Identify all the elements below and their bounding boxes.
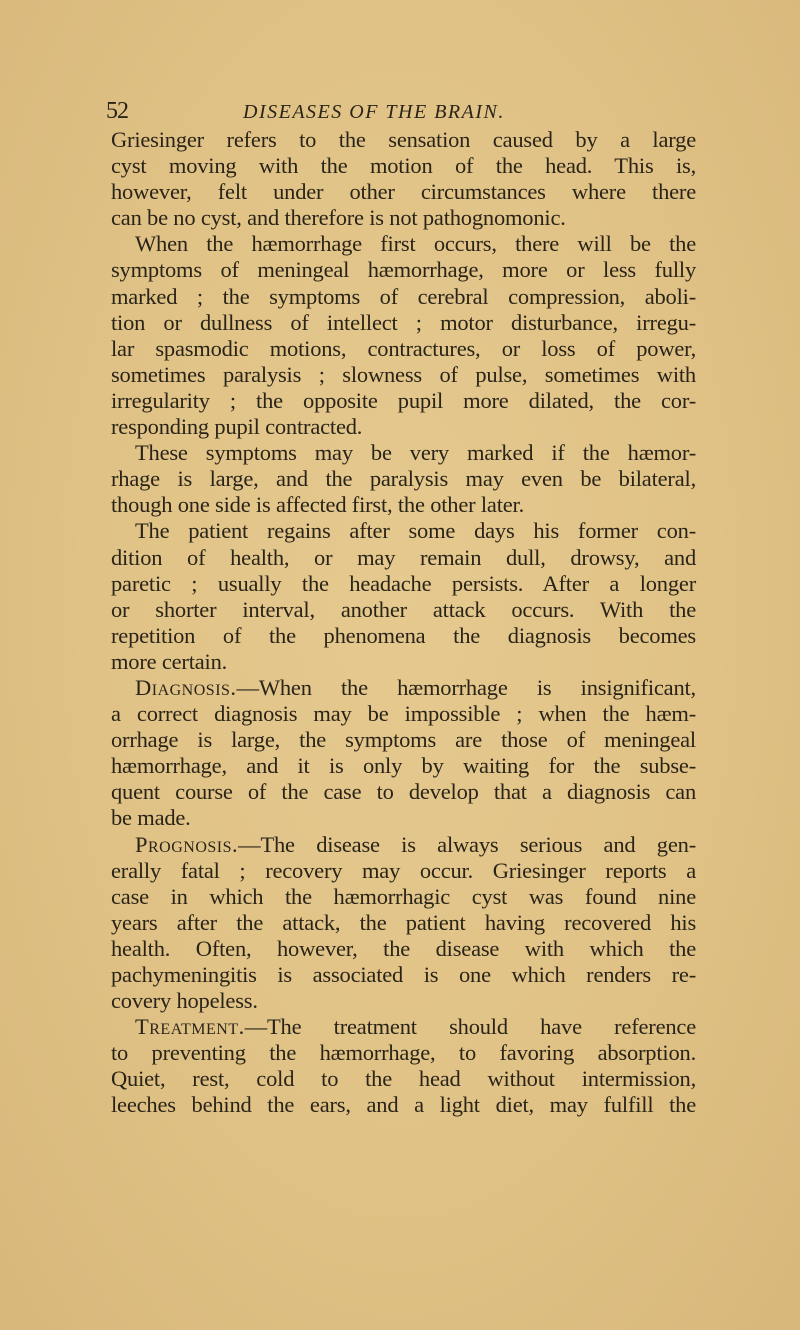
line-text: These symptoms may be very marked if the hæmor- bbox=[135, 440, 696, 466]
line-text: Griesinger refers to the sensation caused by a large bbox=[111, 127, 696, 152]
text-line bbox=[111, 1040, 696, 1066]
text-line bbox=[111, 936, 696, 962]
text-line bbox=[111, 492, 696, 518]
text-line bbox=[111, 257, 696, 283]
line-text: or shorter interval, another attack occurs. With the bbox=[111, 596, 696, 622]
line-text: covery hopeless. bbox=[111, 988, 258, 1014]
line-text: however, felt under other circumstances where there bbox=[111, 179, 696, 205]
line-text: The patient regains after some days his former con- bbox=[135, 518, 696, 544]
line-text: to preventing the hæmorrhage, to favoring absorption. bbox=[111, 1040, 696, 1066]
line-text: —The disease is always serious and gen- bbox=[238, 831, 696, 857]
section-heading: Prognosis. bbox=[135, 831, 239, 857]
text-line bbox=[111, 153, 696, 179]
line-text: marked ; the symptoms of cerebral compression, aboli- bbox=[111, 283, 696, 309]
line-text: lar spasmodic motions, contractures, or loss of power, bbox=[111, 335, 696, 361]
line-text: erally fatal ; recovery may occur. Griesinger reports a bbox=[111, 857, 696, 883]
line-text: irregularity ; the opposite pupil more dilated, the cor- bbox=[111, 387, 696, 413]
text-line bbox=[111, 962, 696, 988]
line-text: more certain. bbox=[111, 648, 228, 674]
line-text: case in which the hæmorrhagic cyst was found nine bbox=[111, 883, 696, 909]
line-text: symptoms of meningeal hæmorrhage, more or less fully bbox=[111, 257, 696, 283]
text-line bbox=[111, 179, 696, 205]
text-line bbox=[111, 858, 696, 884]
line-text: quent course of the case to develop that a diagnosis can bbox=[111, 779, 696, 805]
text-line bbox=[111, 545, 696, 571]
text-line bbox=[111, 1092, 696, 1118]
text-line bbox=[111, 988, 696, 1014]
line-text: a correct diagnosis may be impossible ; when the hæm- bbox=[111, 701, 696, 727]
text-line bbox=[111, 388, 696, 414]
line-text: —The treatment should have reference bbox=[244, 1014, 696, 1040]
text-line bbox=[111, 1014, 696, 1040]
text-line bbox=[111, 623, 696, 649]
text-line bbox=[111, 440, 696, 466]
line-text: repetition of the phenomena the diagnosis becomes bbox=[111, 622, 696, 648]
line-text: paretic ; usually the headache persists. After a longer bbox=[111, 570, 696, 596]
text-line bbox=[111, 649, 696, 675]
text-line bbox=[111, 518, 696, 544]
line-text: orrhage is large, the symptoms are those of meningeal bbox=[111, 727, 696, 753]
line-text: pachymeningitis is associated is one which renders re- bbox=[111, 962, 696, 987]
line-text: cyst moving with the motion of the head. This is, bbox=[111, 153, 696, 179]
text-line bbox=[111, 205, 696, 231]
text-line bbox=[111, 779, 696, 805]
line-text: responding pupil contracted. bbox=[111, 414, 363, 440]
text-line bbox=[111, 753, 696, 779]
text-line bbox=[111, 571, 696, 597]
text-line bbox=[111, 336, 696, 362]
section-heading: Treatment. bbox=[135, 1014, 245, 1040]
line-text: dition of health, or may remain dull, drowsy, and bbox=[111, 544, 696, 570]
text-line bbox=[111, 362, 696, 388]
line-text: leeches behind the ears, and a light diet, may fulfill the bbox=[111, 1092, 696, 1118]
text-line bbox=[111, 884, 696, 910]
text-line bbox=[111, 284, 696, 310]
page-number: 52 bbox=[106, 98, 128, 124]
line-text: can be no cyst, and therefore is not pathognomonic. bbox=[111, 205, 566, 231]
line-text: be made. bbox=[111, 805, 191, 831]
running-title: DISEASES OF THE BRAIN. bbox=[243, 101, 505, 123]
line-text: tion or dullness of intellect ; motor disturbance, irregu- bbox=[111, 309, 696, 335]
line-text: When the hæmorrhage first occurs, there will be the bbox=[135, 231, 696, 257]
text-line bbox=[111, 597, 696, 623]
body-text bbox=[111, 127, 696, 1119]
line-text: rhage is large, and the paralysis may even be bilateral, bbox=[111, 466, 696, 492]
line-text: though one side is affected first, the other later. bbox=[111, 492, 525, 518]
text-line bbox=[111, 1066, 696, 1092]
text-line bbox=[111, 414, 696, 440]
line-text: health. Often, however, the disease with which the bbox=[111, 935, 696, 961]
section-heading: Diagnosis. bbox=[135, 674, 237, 700]
line-text: hæmorrhage, and it is only by waiting for the subse- bbox=[111, 753, 696, 779]
page-header bbox=[0, 98, 800, 126]
text-line bbox=[111, 727, 696, 753]
line-text: sometimes paralysis ; slowness of pulse, sometimes with bbox=[111, 361, 696, 387]
line-text: years after the attack, the patient having recovered his bbox=[111, 909, 696, 935]
text-line bbox=[111, 231, 696, 257]
text-line bbox=[111, 310, 696, 336]
text-line bbox=[111, 701, 696, 727]
line-text: —When the hæmorrhage is insignificant, bbox=[236, 674, 696, 700]
text-line bbox=[111, 466, 696, 492]
line-text: Quiet, rest, cold to the head without intermission, bbox=[111, 1066, 696, 1092]
text-line bbox=[111, 805, 696, 831]
text-line bbox=[111, 675, 696, 701]
text-line bbox=[111, 832, 696, 858]
text-line bbox=[111, 910, 696, 936]
text-line bbox=[111, 127, 696, 153]
